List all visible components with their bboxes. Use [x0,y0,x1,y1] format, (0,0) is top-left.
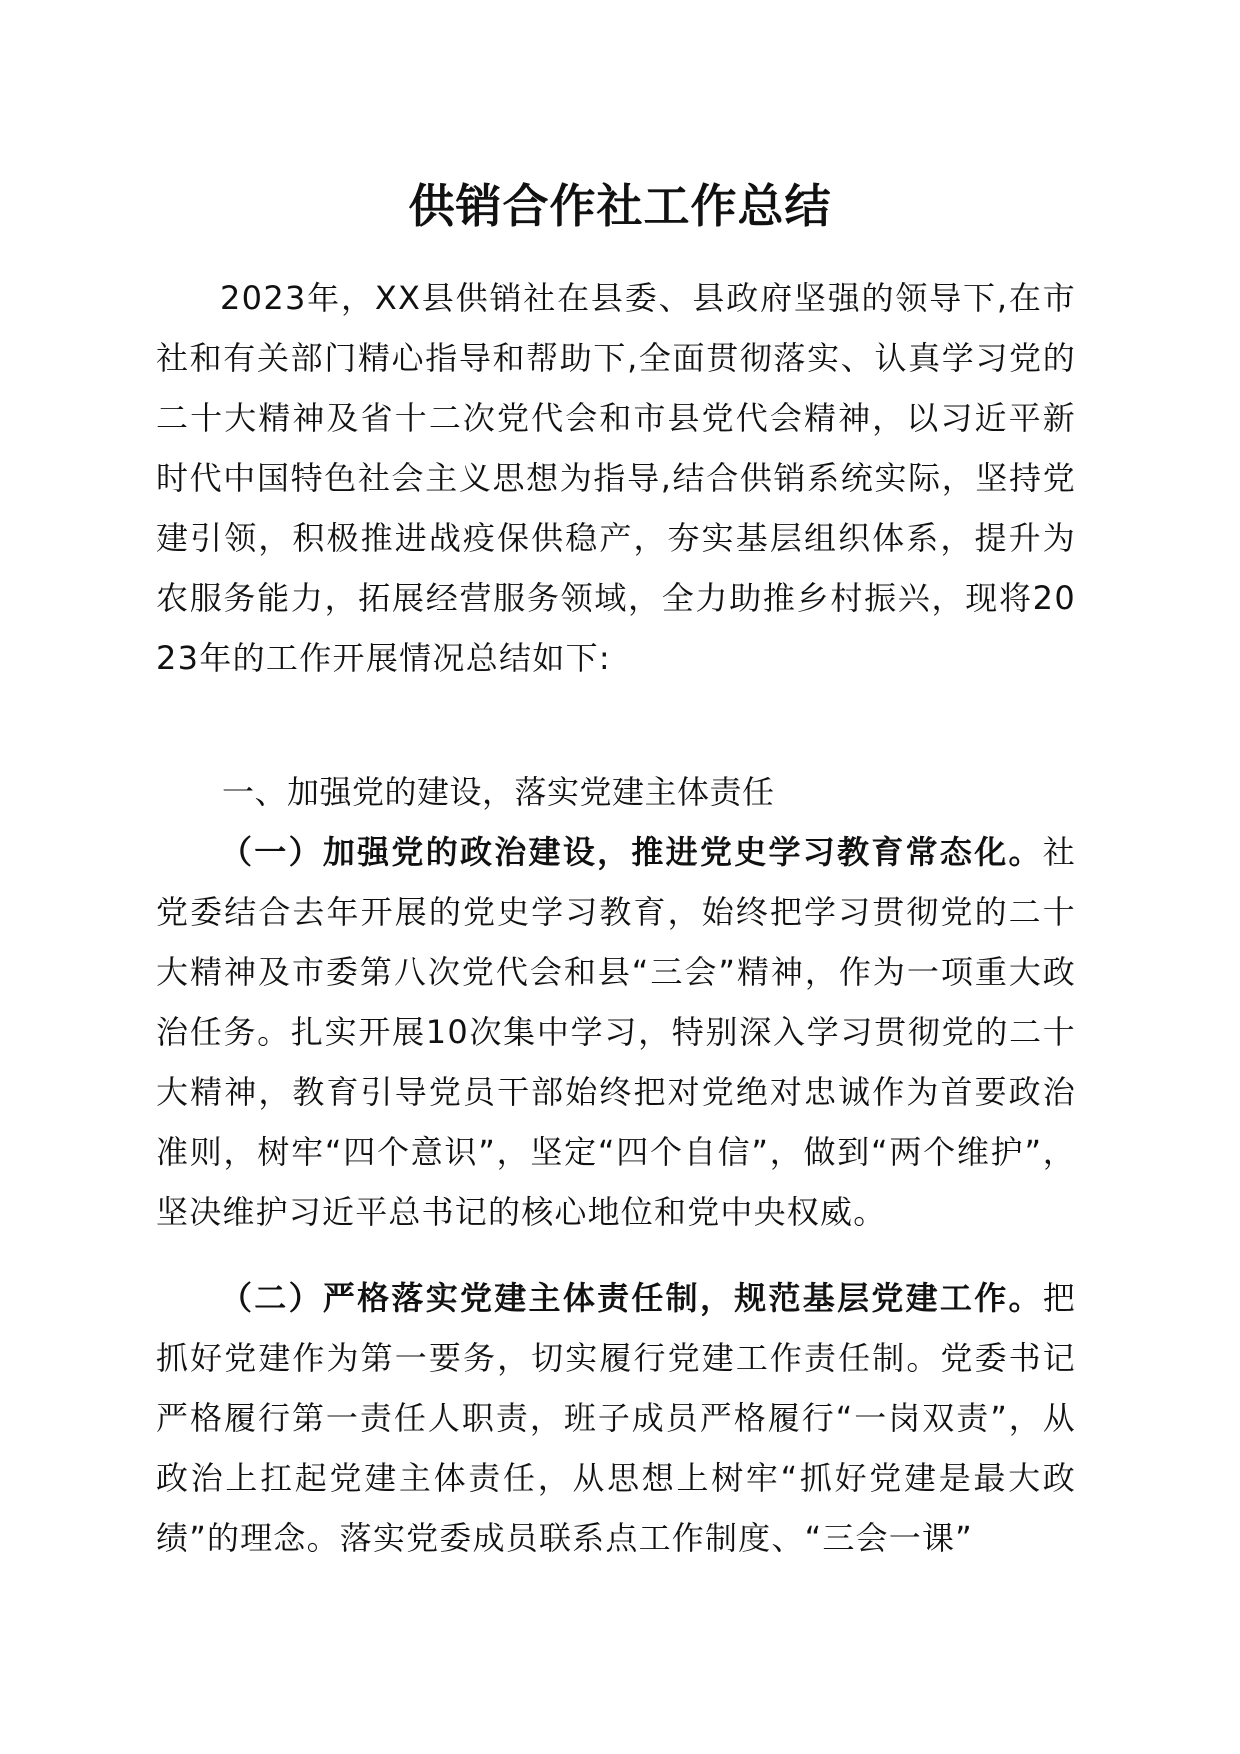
section-paragraph [156,822,1076,1242]
intro-paragraph: 2023年，XX县供销社在县委、县政府坚强的领导下,在市社和有关部门精心指导和帮助下,全面贯彻落实、认真学习党的二十大精神及省十二次党代会和市县党代会精神，以习近平新时代中国特色社会主义思想为指导,结合供销系统实际，坚持党建引领，积极推进战疫保供稳产，夯实基层组织体系，提升为农服务能力，拓展经营服务领域，全力助推乡村振兴，现将2023年的工作开展情况总结如下: [156,279,1076,677]
section-paragraph [156,1268,1076,1568]
section-heading: 一、加强党的建设，落实党建主体责任 [222,773,775,811]
subsection-title: （一）加强党的政治建设，推进党史学习教育常态化。 [220,833,1043,871]
subsection-title: （二）严格落实党建主体责任制，规范基层党建工作。 [220,1279,1043,1317]
subsection-text: 把抓好党建作为第一要务，切实履行党建工作责任制。党委书记严格履行第一责任人职责，班子成员严格履行“一岗双责”，从政治上扛起党建主体责任，从思想上树牢“抓好党建是最大政绩”的理念。落实党委成员联系点工作制度、“三会一课” [156,1279,1076,1557]
subsection-text: 社党委结合去年开展的党史学习教育，始终把学习贯彻党的二十大精神及市委第八次党代会和县“三会”精神，作为一项重大政治任务。扎实开展10次集中学习，特别深入学习贯彻党的二十大精神，教育引导党员干部始终把对党绝对忠诚作为首要政治准则，树牢“四个意识”，坚定“四个自信”，做到“两个维护”，坚决维护习近平总书记的核心地位和党中央权威。 [156,833,1076,1231]
document-title: 供销合作社工作总结 [408,179,832,233]
